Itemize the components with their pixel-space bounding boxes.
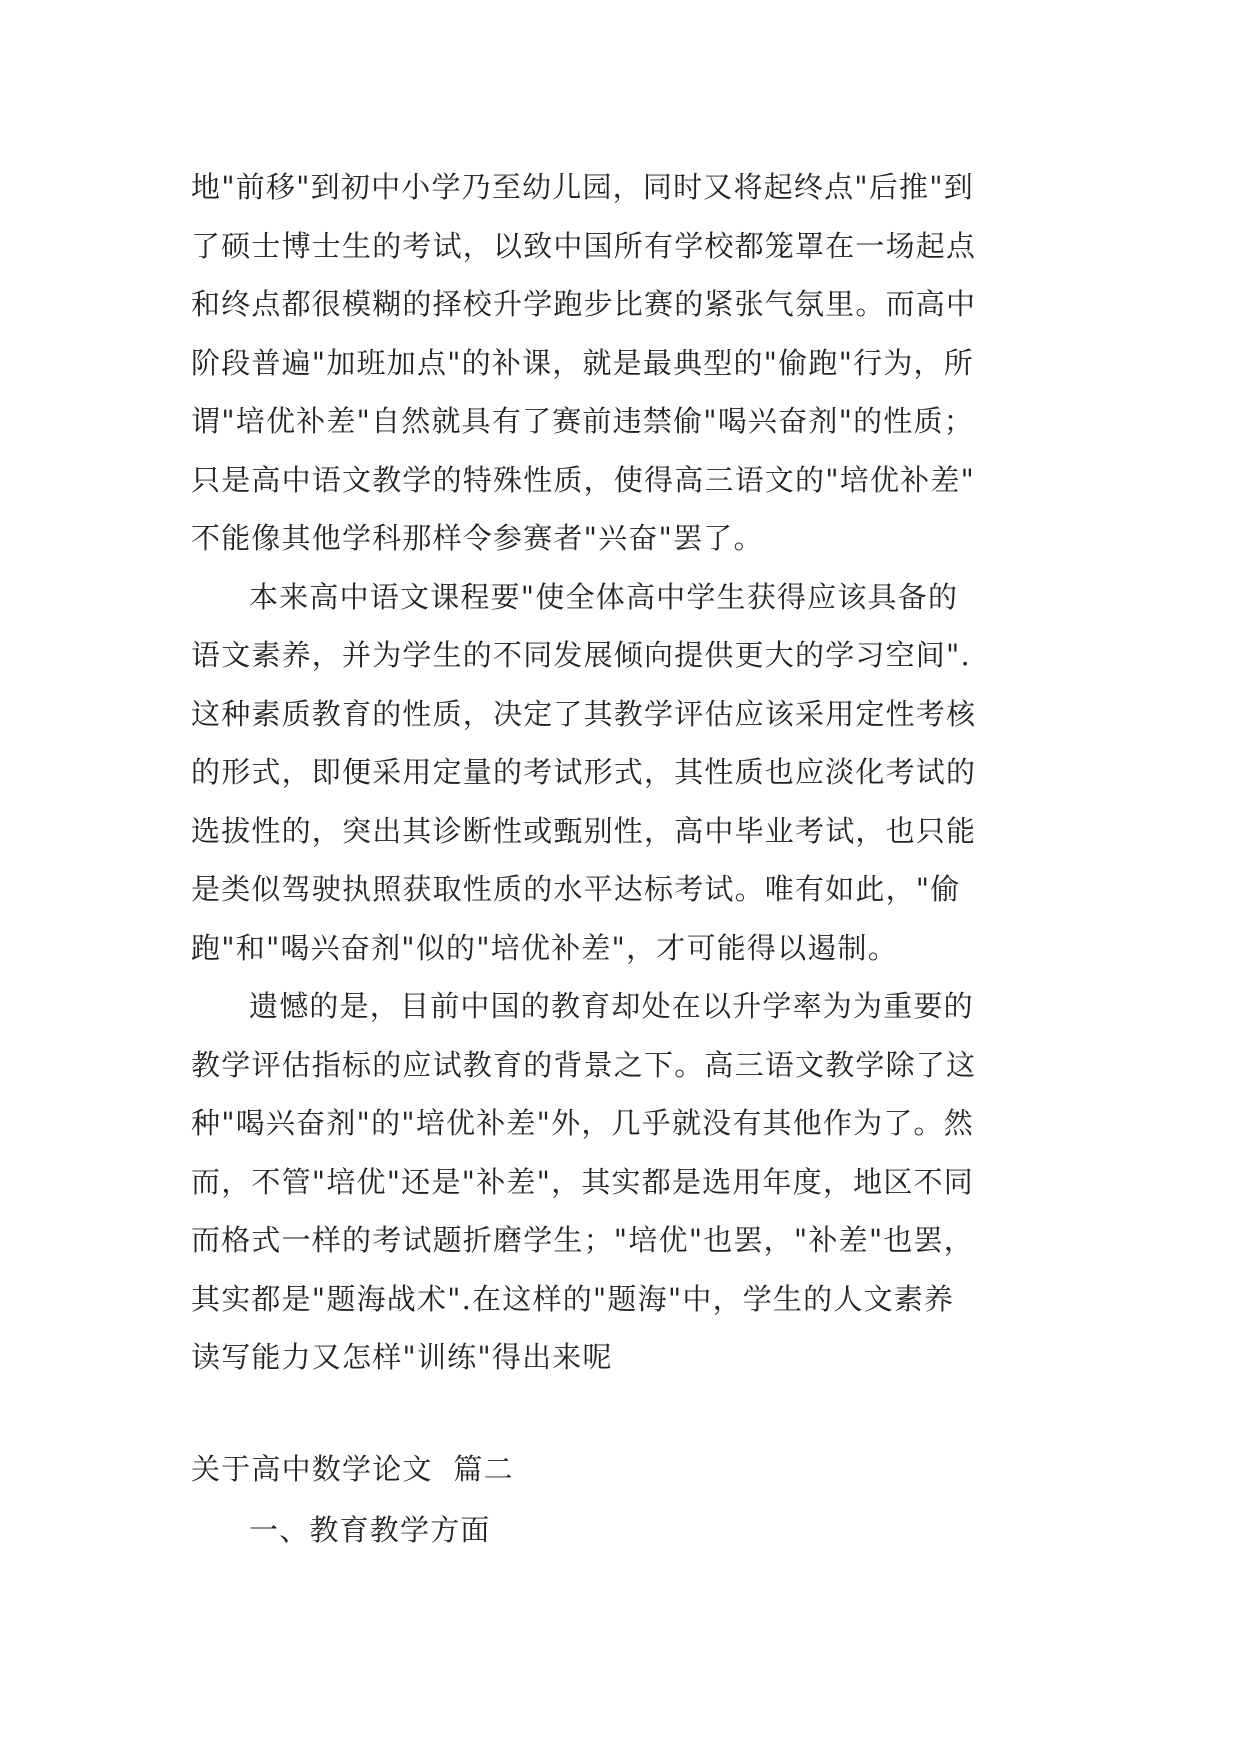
text-line: 这种素质教育的性质，决定了其教学评估应该采用定性考核 — [191, 696, 977, 731]
text-line: 地"前移"到初中小学乃至幼儿园，同时又将起终点"后推"到 — [191, 170, 974, 204]
body-text — [191, 158, 1061, 1387]
section-heading: 关于高中数学论文 篇二 — [191, 1452, 514, 1486]
text-line: 读写能力又怎样"训练"得出来呢 — [191, 1340, 613, 1374]
text-line: 而，不管"培优"还是"补差"，其实都是选用年度，地区不同 — [191, 1164, 974, 1199]
paragraph-1 — [191, 158, 1061, 568]
text-line: 和终点都很模糊的择校升学跑步比赛的紧张气氛里。而高中 — [191, 287, 977, 321]
text-line: 的形式，即便采用定量的考试形式，其性质也应淡化考试的 — [191, 755, 977, 789]
paragraph-2 — [191, 568, 1061, 978]
text-line: 而格式一样的考试题折磨学生；"培优"也罢，"补差"也罢， — [191, 1223, 974, 1257]
text-line: 种"喝兴奋剂"的"培优补差"外，几乎就没有其他作为了。然 — [191, 1106, 974, 1140]
text-line: 不能像其他学科那样令参赛者"兴奋"罢了。 — [191, 521, 764, 555]
text-line: 只是高中语文教学的特殊性质，使得高三语文的"培优补差" — [191, 462, 976, 497]
paragraph-3 — [191, 977, 1061, 1387]
text-line: 语文素养，并为学生的不同发展倾向提供更大的学习空间". — [191, 638, 971, 672]
text-line: 跑"和"喝兴奋剂"似的"培优补差"，才可能得以遏制。 — [191, 930, 898, 965]
text-line: 其实都是"题海战术".在这样的"题海"中，学生的人文素养 — [191, 1281, 955, 1316]
text-line: 遗憾的是，目前中国的教育却处在以升学率为为重要的 — [249, 989, 974, 1023]
sub-heading: 一、教育教学方面 — [249, 1513, 491, 1547]
text-line: 了硕士博士生的考试，以致中国所有学校都笼罩在一场起点 — [191, 228, 977, 263]
text-line: 阶段普遍"加班加点"的补课，就是最典型的"偷跑"行为，所 — [191, 345, 974, 380]
text-line: 本来高中语文课程要"使全体高中学生获得应该具备的 — [249, 579, 959, 614]
text-line: 教学评估指标的应试教育的背景之下。高三语文教学除了这 — [191, 1047, 977, 1082]
text-line: 选拔性的，突出其诊断性或甄别性，高中毕业考试，也只能 — [191, 813, 977, 848]
text-line: 谓"培优补差"自然就具有了赛前违禁偷"喝兴奋剂"的性质； — [191, 404, 974, 438]
text-line: 是类似驾驶执照获取性质的水平达标考试。唯有如此，"偷 — [191, 872, 961, 906]
